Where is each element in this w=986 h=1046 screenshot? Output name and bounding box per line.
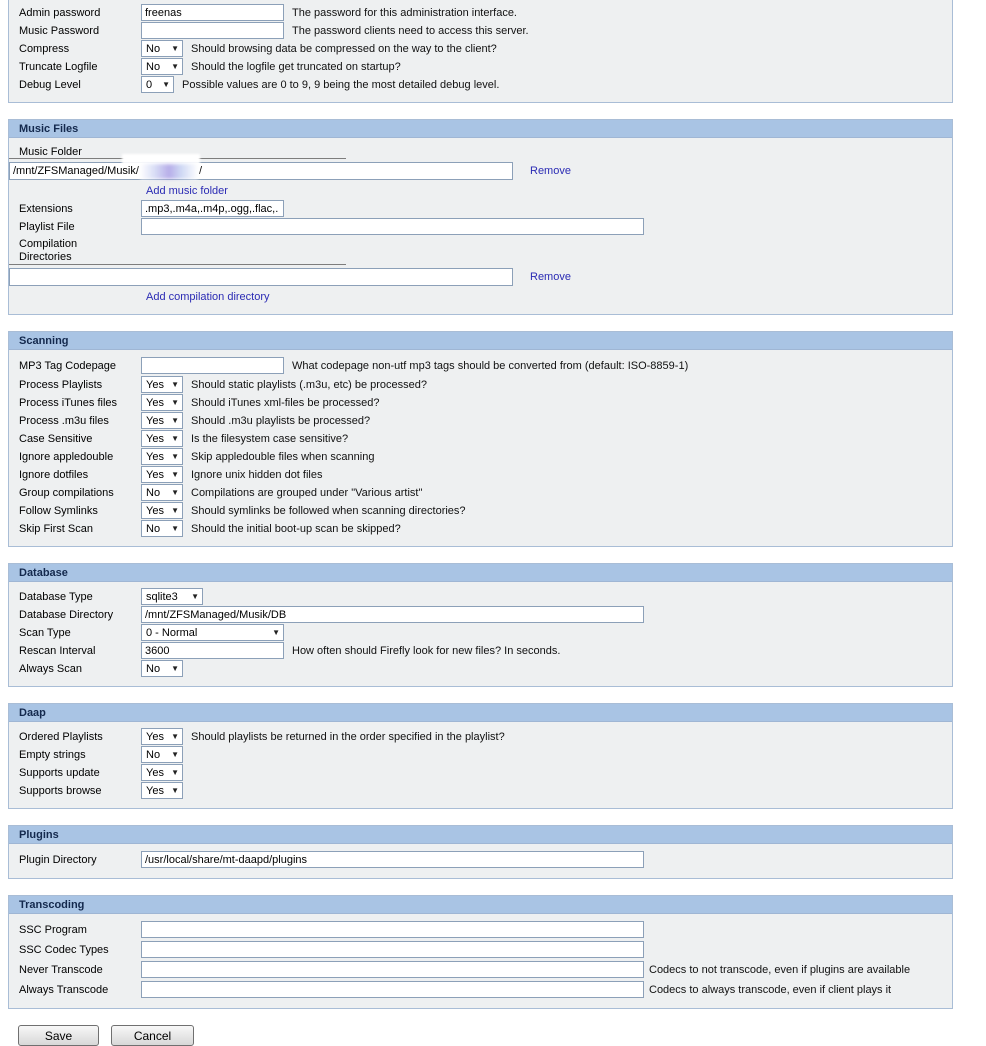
cancel-button[interactable]: Cancel	[111, 1025, 194, 1046]
section-transcoding-body	[9, 914, 952, 1008]
group-compilations-row	[19, 484, 944, 501]
compilation-directories-label-row	[19, 236, 944, 265]
chevron-down-icon: ▼	[272, 627, 280, 637]
skip-first-scan-description: Should the initial boot-up scan be skipped?	[191, 522, 401, 535]
ignore-dotfiles-row	[19, 466, 944, 483]
process-itunes-select-value: Yes	[146, 396, 164, 409]
compilation-label-line1: Compilation	[19, 238, 78, 250]
follow-symlinks-description: Should symlinks be followed when scanning directories?	[191, 504, 466, 517]
never-transcode-input[interactable]	[141, 961, 644, 978]
case-sensitive-select[interactable]	[141, 430, 183, 447]
plugin-directory-row	[19, 850, 944, 869]
truncate-logfile-select[interactable]	[141, 58, 183, 75]
process-playlists-select[interactable]	[141, 376, 183, 393]
database-type-select-value: sqlite3	[146, 590, 178, 603]
section-scanning-body	[9, 350, 952, 546]
ssc-program-row	[19, 920, 944, 939]
ssc-codec-types-row	[19, 940, 944, 959]
case-sensitive-description: Is the filesystem case sensitive?	[191, 432, 349, 445]
process-itunes-select[interactable]	[141, 394, 183, 411]
truncate-logfile-row	[19, 58, 944, 75]
case-sensitive-select-value: Yes	[146, 432, 164, 445]
compilation-directory-row	[9, 267, 944, 287]
ordered-playlists-select-value: Yes	[146, 730, 164, 743]
database-directory-input[interactable]	[141, 606, 644, 623]
always-transcode-label: Always Transcode	[19, 983, 109, 996]
never-transcode-description: Codecs to not transcode, even if plugins are available	[649, 963, 911, 976]
supports-update-select[interactable]	[141, 764, 183, 781]
section-database-header: Database	[9, 564, 952, 582]
ignore-dotfiles-select-value: Yes	[146, 468, 164, 481]
chevron-down-icon: ▼	[171, 487, 179, 497]
truncate-logfile-description: Should the logfile get truncated on startup?	[191, 60, 401, 73]
ordered-playlists-row	[19, 728, 944, 745]
music-folder-label: Music Folder	[9, 146, 346, 159]
chevron-down-icon: ▼	[171, 731, 179, 741]
database-directory-row	[19, 606, 944, 623]
form-actions	[18, 1025, 953, 1046]
mp3-tag-codepage-row	[19, 356, 944, 375]
chevron-down-icon: ▼	[171, 415, 179, 425]
process-itunes-description: Should iTunes xml-files be processed?	[191, 396, 380, 409]
compress-select[interactable]	[141, 40, 183, 57]
debug-level-select[interactable]	[141, 76, 174, 93]
chevron-down-icon: ▼	[162, 79, 170, 89]
mp3-tag-codepage-label: MP3 Tag Codepage	[19, 359, 117, 372]
music-folder-row	[9, 161, 944, 181]
process-itunes-row	[19, 394, 944, 411]
save-button[interactable]: Save	[18, 1025, 99, 1046]
process-m3u-select[interactable]	[141, 412, 183, 429]
supports-update-label: Supports update	[19, 766, 100, 779]
section-plugins	[8, 825, 953, 879]
chevron-down-icon: ▼	[171, 469, 179, 479]
scan-type-label: Scan Type	[19, 626, 71, 639]
ignore-dotfiles-label: Ignore dotfiles	[19, 468, 89, 481]
skip-first-scan-select-value: No	[146, 522, 161, 535]
skip-first-scan-row	[19, 520, 944, 537]
database-type-select[interactable]	[141, 588, 203, 605]
chevron-down-icon: ▼	[171, 397, 179, 407]
section-music-files-body	[9, 138, 952, 314]
follow-symlinks-row	[19, 502, 944, 519]
chevron-down-icon: ▼	[171, 749, 179, 759]
chevron-down-icon: ▼	[171, 523, 179, 533]
ssc-program-label: SSC Program	[19, 923, 87, 936]
always-scan-select[interactable]	[141, 660, 183, 677]
section-database-body	[9, 582, 952, 686]
chevron-down-icon: ▼	[171, 433, 179, 443]
group-compilations-description: Compilations are grouped under "Various artist"	[191, 486, 423, 499]
section-daap	[8, 703, 953, 809]
supports-update-select-value: Yes	[146, 766, 164, 779]
empty-strings-label: Empty strings	[19, 748, 86, 761]
follow-symlinks-label: Follow Symlinks	[19, 504, 98, 517]
process-playlists-label: Process Playlists	[19, 378, 103, 391]
plugin-directory-label: Plugin Directory	[19, 853, 97, 866]
section-transcoding	[8, 895, 953, 1009]
scan-type-select-value: 0 - Normal	[146, 626, 198, 639]
truncate-logfile-select-value: No	[146, 60, 161, 73]
ignore-dotfiles-select[interactable]	[141, 466, 183, 483]
remove-compilation-directory-link[interactable]: Remove	[530, 271, 571, 283]
database-directory-label: Database Directory	[19, 608, 114, 621]
ssc-program-input[interactable]	[141, 921, 644, 938]
supports-browse-row	[19, 782, 944, 799]
empty-strings-select-value: No	[146, 748, 161, 761]
section-music-files-header: Music Files	[9, 120, 952, 138]
remove-music-folder-link[interactable]: Remove	[530, 165, 571, 177]
empty-strings-select[interactable]	[141, 746, 183, 763]
section-plugins-header: Plugins	[9, 826, 952, 844]
chevron-down-icon: ▼	[171, 663, 179, 673]
process-playlists-description: Should static playlists (.m3u, etc) be processed?	[191, 378, 428, 391]
supports-browse-label: Supports browse	[19, 784, 102, 797]
compress-label: Compress	[19, 42, 70, 55]
debug-level-label: Debug Level	[19, 78, 81, 91]
music-folder-input[interactable]	[9, 162, 513, 180]
chevron-down-icon: ▼	[171, 767, 179, 777]
music-folder-value-suffix: /	[198, 165, 202, 177]
database-type-label: Database Type	[19, 590, 93, 603]
redacted-segment	[140, 164, 198, 179]
rescan-interval-row	[19, 642, 944, 659]
process-m3u-select-value: Yes	[146, 414, 164, 427]
extensions-label: Extensions	[19, 202, 73, 215]
compilation-directories-label	[9, 236, 346, 265]
section-plugins-body	[9, 844, 952, 878]
section-database	[8, 563, 953, 687]
compress-select-value: No	[146, 42, 161, 55]
process-m3u-description: Should .m3u playlists be processed?	[191, 414, 371, 427]
ignore-appledouble-select-value: Yes	[146, 450, 164, 463]
ordered-playlists-description: Should playlists be returned in the order specified in the playlist?	[191, 730, 505, 743]
music-folder-label-row	[19, 144, 944, 160]
ignore-dotfiles-description: Ignore unix hidden dot files	[191, 468, 323, 481]
ssc-codec-types-input[interactable]	[141, 941, 644, 958]
admin-password-row	[19, 4, 944, 21]
never-transcode-row	[19, 960, 944, 979]
compress-row	[19, 40, 944, 57]
always-scan-label: Always Scan	[19, 662, 82, 675]
section-music-files	[8, 119, 953, 315]
mp3-tag-codepage-description: What codepage non-utf mp3 tags should be converted from (default: ISO-8859-1)	[292, 359, 689, 372]
ordered-playlists-label: Ordered Playlists	[19, 730, 103, 743]
group-compilations-select-value: No	[146, 486, 161, 499]
process-itunes-label: Process iTunes files	[19, 396, 118, 409]
case-sensitive-row	[19, 430, 944, 447]
section-scanning	[8, 331, 953, 547]
playlist-file-label: Playlist File	[19, 220, 75, 233]
add-compilation-directory-row	[146, 289, 944, 305]
always-scan-row	[19, 660, 944, 677]
truncate-logfile-label: Truncate Logfile	[19, 60, 98, 73]
never-transcode-label: Never Transcode	[19, 963, 103, 976]
follow-symlinks-select[interactable]	[141, 502, 183, 519]
compilation-label-line2: Directories	[19, 251, 72, 263]
ignore-appledouble-label: Ignore appledouble	[19, 450, 114, 463]
compilation-directory-input[interactable]	[9, 268, 513, 286]
music-password-description: The password clients need to access this server.	[292, 24, 529, 37]
supports-update-row	[19, 764, 944, 781]
chevron-down-icon: ▼	[191, 591, 199, 601]
chevron-down-icon: ▼	[171, 451, 179, 461]
section-daap-body	[9, 722, 952, 808]
empty-strings-row	[19, 746, 944, 763]
chevron-down-icon: ▼	[171, 785, 179, 795]
supports-browse-select[interactable]	[141, 782, 183, 799]
debug-level-row	[19, 76, 944, 93]
ignore-appledouble-select[interactable]	[141, 448, 183, 465]
chevron-down-icon: ▼	[171, 61, 179, 71]
extensions-input[interactable]	[141, 200, 284, 217]
always-transcode-row	[19, 980, 944, 999]
music-password-row	[19, 22, 944, 39]
music-password-label: Music Password	[19, 24, 100, 37]
add-compilation-directory-link[interactable]: Add compilation directory	[146, 291, 270, 303]
always-transcode-description: Codecs to always transcode, even if client plays it	[649, 983, 892, 996]
extensions-row	[19, 200, 944, 217]
section-general-body	[9, 0, 952, 102]
config-form	[8, 0, 953, 1046]
debug-level-description: Possible values are 0 to 9, 9 being the most detailed debug level.	[182, 78, 500, 91]
skip-first-scan-select[interactable]	[141, 520, 183, 537]
process-playlists-select-value: Yes	[146, 378, 164, 391]
ignore-appledouble-row	[19, 448, 944, 465]
process-m3u-label: Process .m3u files	[19, 414, 109, 427]
follow-symlinks-select-value: Yes	[146, 504, 164, 517]
ignore-appledouble-description: Skip appledouble files when scanning	[191, 450, 375, 463]
ordered-playlists-select[interactable]	[141, 728, 183, 745]
scan-type-row	[19, 624, 944, 641]
rescan-interval-label: Rescan Interval	[19, 644, 96, 657]
skip-first-scan-label: Skip First Scan	[19, 522, 93, 535]
section-general	[8, 0, 953, 103]
ssc-codec-types-label: SSC Codec Types	[19, 943, 109, 956]
database-type-row	[19, 588, 944, 605]
add-music-folder-row	[146, 183, 944, 199]
add-music-folder-link[interactable]: Add music folder	[146, 185, 228, 197]
case-sensitive-label: Case Sensitive	[19, 432, 93, 445]
section-daap-header: Daap	[9, 704, 952, 722]
supports-browse-select-value: Yes	[146, 784, 164, 797]
rescan-interval-input[interactable]	[141, 642, 284, 659]
section-scanning-header: Scanning	[9, 332, 952, 350]
always-scan-select-value: No	[146, 662, 161, 675]
group-compilations-label: Group compilations	[19, 486, 114, 499]
always-transcode-input[interactable]	[141, 981, 644, 998]
rescan-interval-description: How often should Firefly look for new files? In seconds.	[292, 644, 561, 657]
chevron-down-icon: ▼	[171, 505, 179, 515]
scan-type-select[interactable]	[141, 624, 284, 641]
section-transcoding-header: Transcoding	[9, 896, 952, 914]
group-compilations-select[interactable]	[141, 484, 183, 501]
debug-level-select-value: 0	[146, 78, 153, 91]
chevron-down-icon: ▼	[171, 43, 179, 53]
process-m3u-row	[19, 412, 944, 429]
compress-description: Should browsing data be compressed on the way to the client?	[191, 42, 497, 55]
process-playlists-row	[19, 376, 944, 393]
music-password-input[interactable]	[141, 22, 284, 39]
plugin-directory-input[interactable]	[141, 851, 644, 868]
music-folder-value-prefix: /mnt/ZFSManaged/Musik/	[13, 165, 139, 177]
playlist-file-row	[19, 218, 944, 235]
playlist-file-input[interactable]	[141, 218, 644, 235]
admin-password-label: Admin password	[19, 6, 101, 19]
admin-password-description: The password for this administration interface.	[292, 6, 517, 19]
admin-password-input[interactable]	[141, 4, 284, 21]
mp3-tag-codepage-input[interactable]	[141, 357, 284, 374]
chevron-down-icon: ▼	[171, 379, 179, 389]
